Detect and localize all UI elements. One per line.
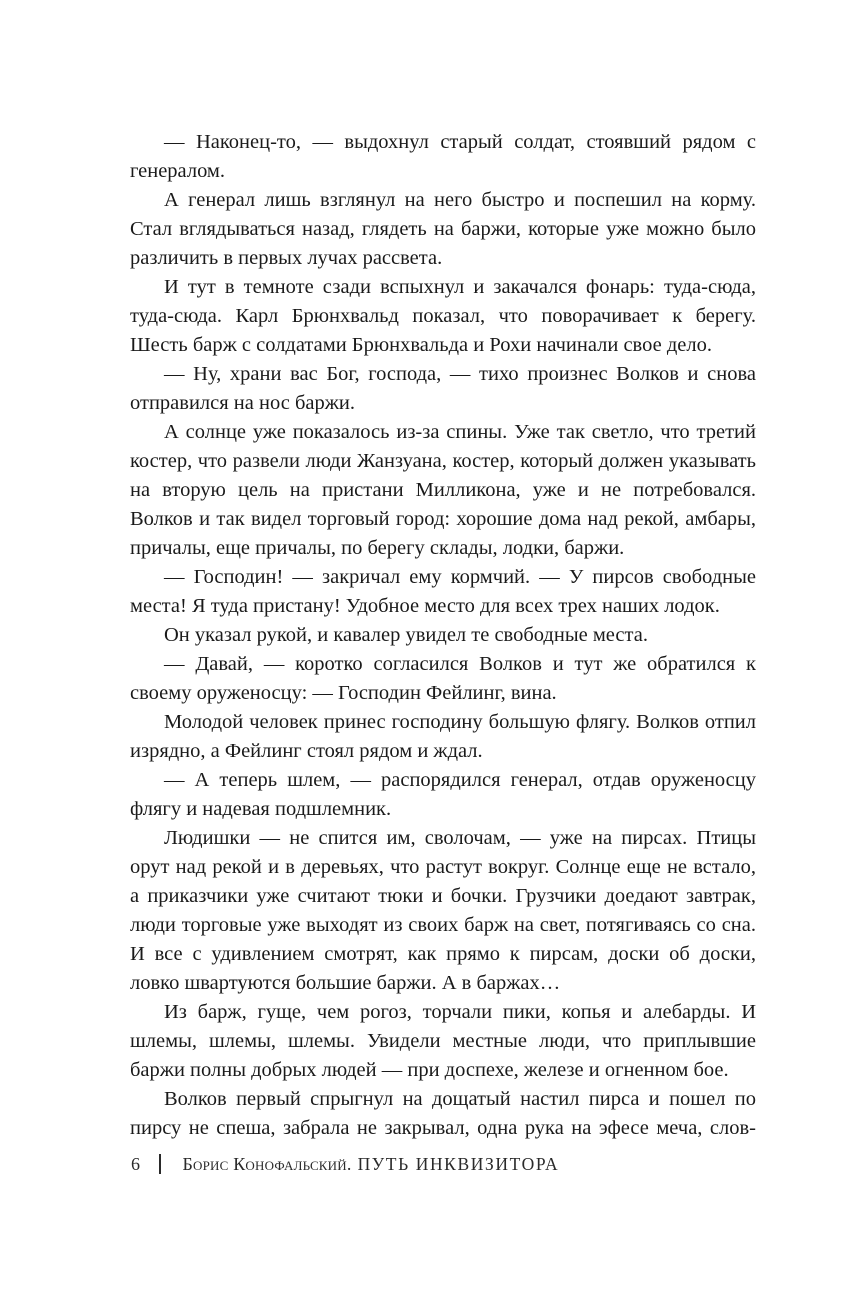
paragraph: Молодой человек принес господину большую флягу. Волков отпил изрядно, а Фейлинг стоял рядом и ждал. (130, 711, 756, 762)
paragraph: А генерал лишь взглянул на него быстро и поспешил на корму. Стал вглядываться назад, глядеть на баржи, которые уже можно было различить в первых лучах рассвета. (130, 189, 756, 269)
running-footer (131, 1150, 559, 1178)
paragraph: — Давай, — коротко согласился Волков и тут же обратился к своему оруженосцу: — Господин Фейлинг, вина. (130, 653, 756, 704)
paragraph: И тут в темноте сзади вспыхнул и закачался фонарь: туда-сюда, туда-сюда. Карл Брюнхвальд показал, что поворачивает к берегу. Шесть барж с солдатами Брюнхвальда и Рохи начинали свое дело. (130, 276, 756, 356)
paragraph: Людишки — не спится им, сволочам, — уже на пирсах. Птицы орут над рекой и в деревьях, что растут вокруг. Солнце еще не встало, а приказчики уже считают тюки и бочки. Грузчики доедают завтрак, люди торговые уже выходят из своих барж на свет, потягиваясь со сна. И все с удивлением смотрят, как прямо к пирсам, доски об доски, ловко швартуются большие баржи. А в баржах… (130, 827, 756, 994)
paragraph: — А теперь шлем, — распорядился генерал, отдав оруженосцу флягу и надевая подшлемник. (130, 769, 756, 820)
paragraph: — Наконец-то, — выдохнул старый солдат, стоявший рядом с генералом. (130, 131, 756, 182)
paragraph: — Господин! — закричал ему кормчий. — У пирсов свободные места! Я туда пристану! Удобное место для всех трех наших лодок. (130, 566, 756, 617)
paragraph: Он указал рукой, и кавалер увидел те свободные места. (164, 624, 648, 646)
paragraph-continued: Волков первый спрыгнул на дощатый настил пирса и пошел по пирсу не спеша, забрала не закрывал, одна рука на эфесе меча, слов- (130, 1088, 756, 1139)
footer-book-title: ПУТЬ ИНКВИЗИТОРА (357, 1153, 560, 1174)
footer-author: Борис Конофальский. (182, 1153, 352, 1174)
footer-separator (159, 1154, 161, 1174)
paragraph: — Ну, храни вас Бог, господа, — тихо произнес Волков и снова отправился на нос баржи. (130, 363, 756, 414)
body-text (130, 128, 756, 1143)
page-number: 6 (131, 1153, 140, 1174)
paragraph: Из барж, гуще, чем рогоз, торчали пики, копья и алебарды. И шлемы, шлемы, шлемы. Увидели местные люди, что приплывшие баржи полны добрых людей — при доспехе, железе и огненном бое. (130, 1001, 756, 1081)
paragraph: А солнце уже показалось из-за спины. Уже так светло, что третий костер, что развели люди Жанзуана, костер, который должен указывать на вторую цель на пристани Милликона, уже и не потребовался. Волков и так видел торговый город: хорошие дома над рекой, амбары, причалы, еще причалы, по берегу склады, лодки, баржи. (130, 421, 756, 559)
